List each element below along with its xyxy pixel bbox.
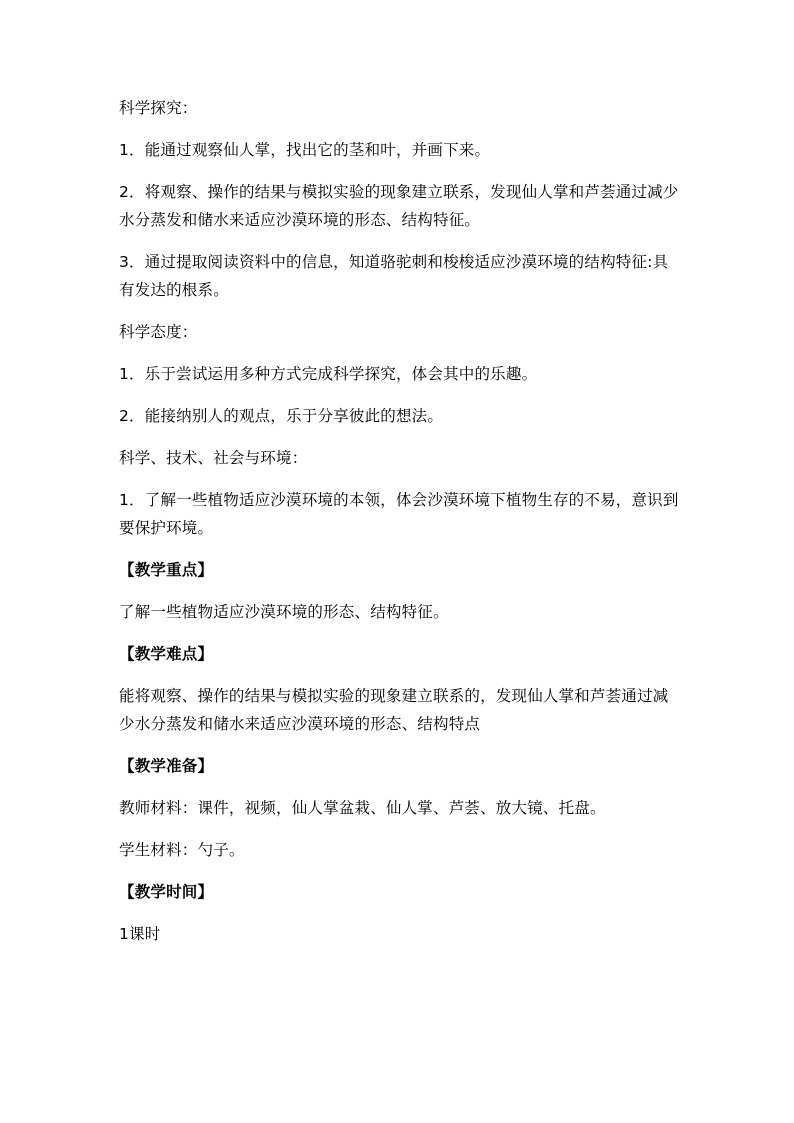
teaching-difficulty-text: 能将观察、操作的结果与模拟实验的现象建立联系的，发现仙人掌和芦荟通过减少水分蒸发和储水来适应沙漠环境的形态、结构特点 bbox=[119, 687, 669, 733]
teacher-materials: 教师材料：课件，视频，仙人掌盆栽、仙人掌、芦荟、放大镜、托盘。 bbox=[119, 799, 606, 817]
heading-teaching-focus: 【教学重点】 bbox=[119, 561, 214, 579]
heading-teaching-preparation: 【教学准备】 bbox=[119, 757, 214, 775]
heading-teaching-time: 【教学时间】 bbox=[119, 883, 214, 901]
student-materials: 学生材料：勺子。 bbox=[119, 841, 245, 859]
section-label-scientific-inquiry: 科学探究： bbox=[119, 99, 198, 117]
document-body bbox=[119, 94, 679, 962]
heading-teaching-difficulty: 【教学难点】 bbox=[119, 645, 214, 663]
section-label-stse: 科学、技术、社会与环境： bbox=[119, 449, 308, 467]
attitude-item-1: 1．乐于尝试运用多种方式完成科学探究，体会其中的乐趣。 bbox=[119, 365, 538, 383]
stse-item-1: 1．了解一些植物适应沙漠环境的本领，体会沙漠环境下植物生存的不易，意识到要保护环境。 bbox=[119, 491, 679, 537]
section-label-scientific-attitude: 科学态度： bbox=[119, 323, 198, 341]
inquiry-item-3: 3．通过提取阅读资料中的信息，知道骆驼刺和梭梭适应沙漠环境的结构特征:具有发达的根系。 bbox=[119, 253, 669, 299]
inquiry-item-1: 1．能通过观察仙人掌，找出它的茎和叶，并画下来。 bbox=[119, 141, 491, 159]
teaching-focus-text: 了解一些植物适应沙漠环境的形态、结构特征。 bbox=[119, 603, 449, 621]
attitude-item-2: 2．能接纳别人的观点，乐于分享彼此的想法。 bbox=[119, 407, 444, 425]
teaching-time-text: 1课时 bbox=[119, 925, 161, 943]
inquiry-item-2: 2．将观察、操作的结果与模拟实验的现象建立联系，发现仙人掌和芦荟通过减少水分蒸发和储水来适应沙漠环境的形态、结构特征。 bbox=[119, 183, 679, 229]
